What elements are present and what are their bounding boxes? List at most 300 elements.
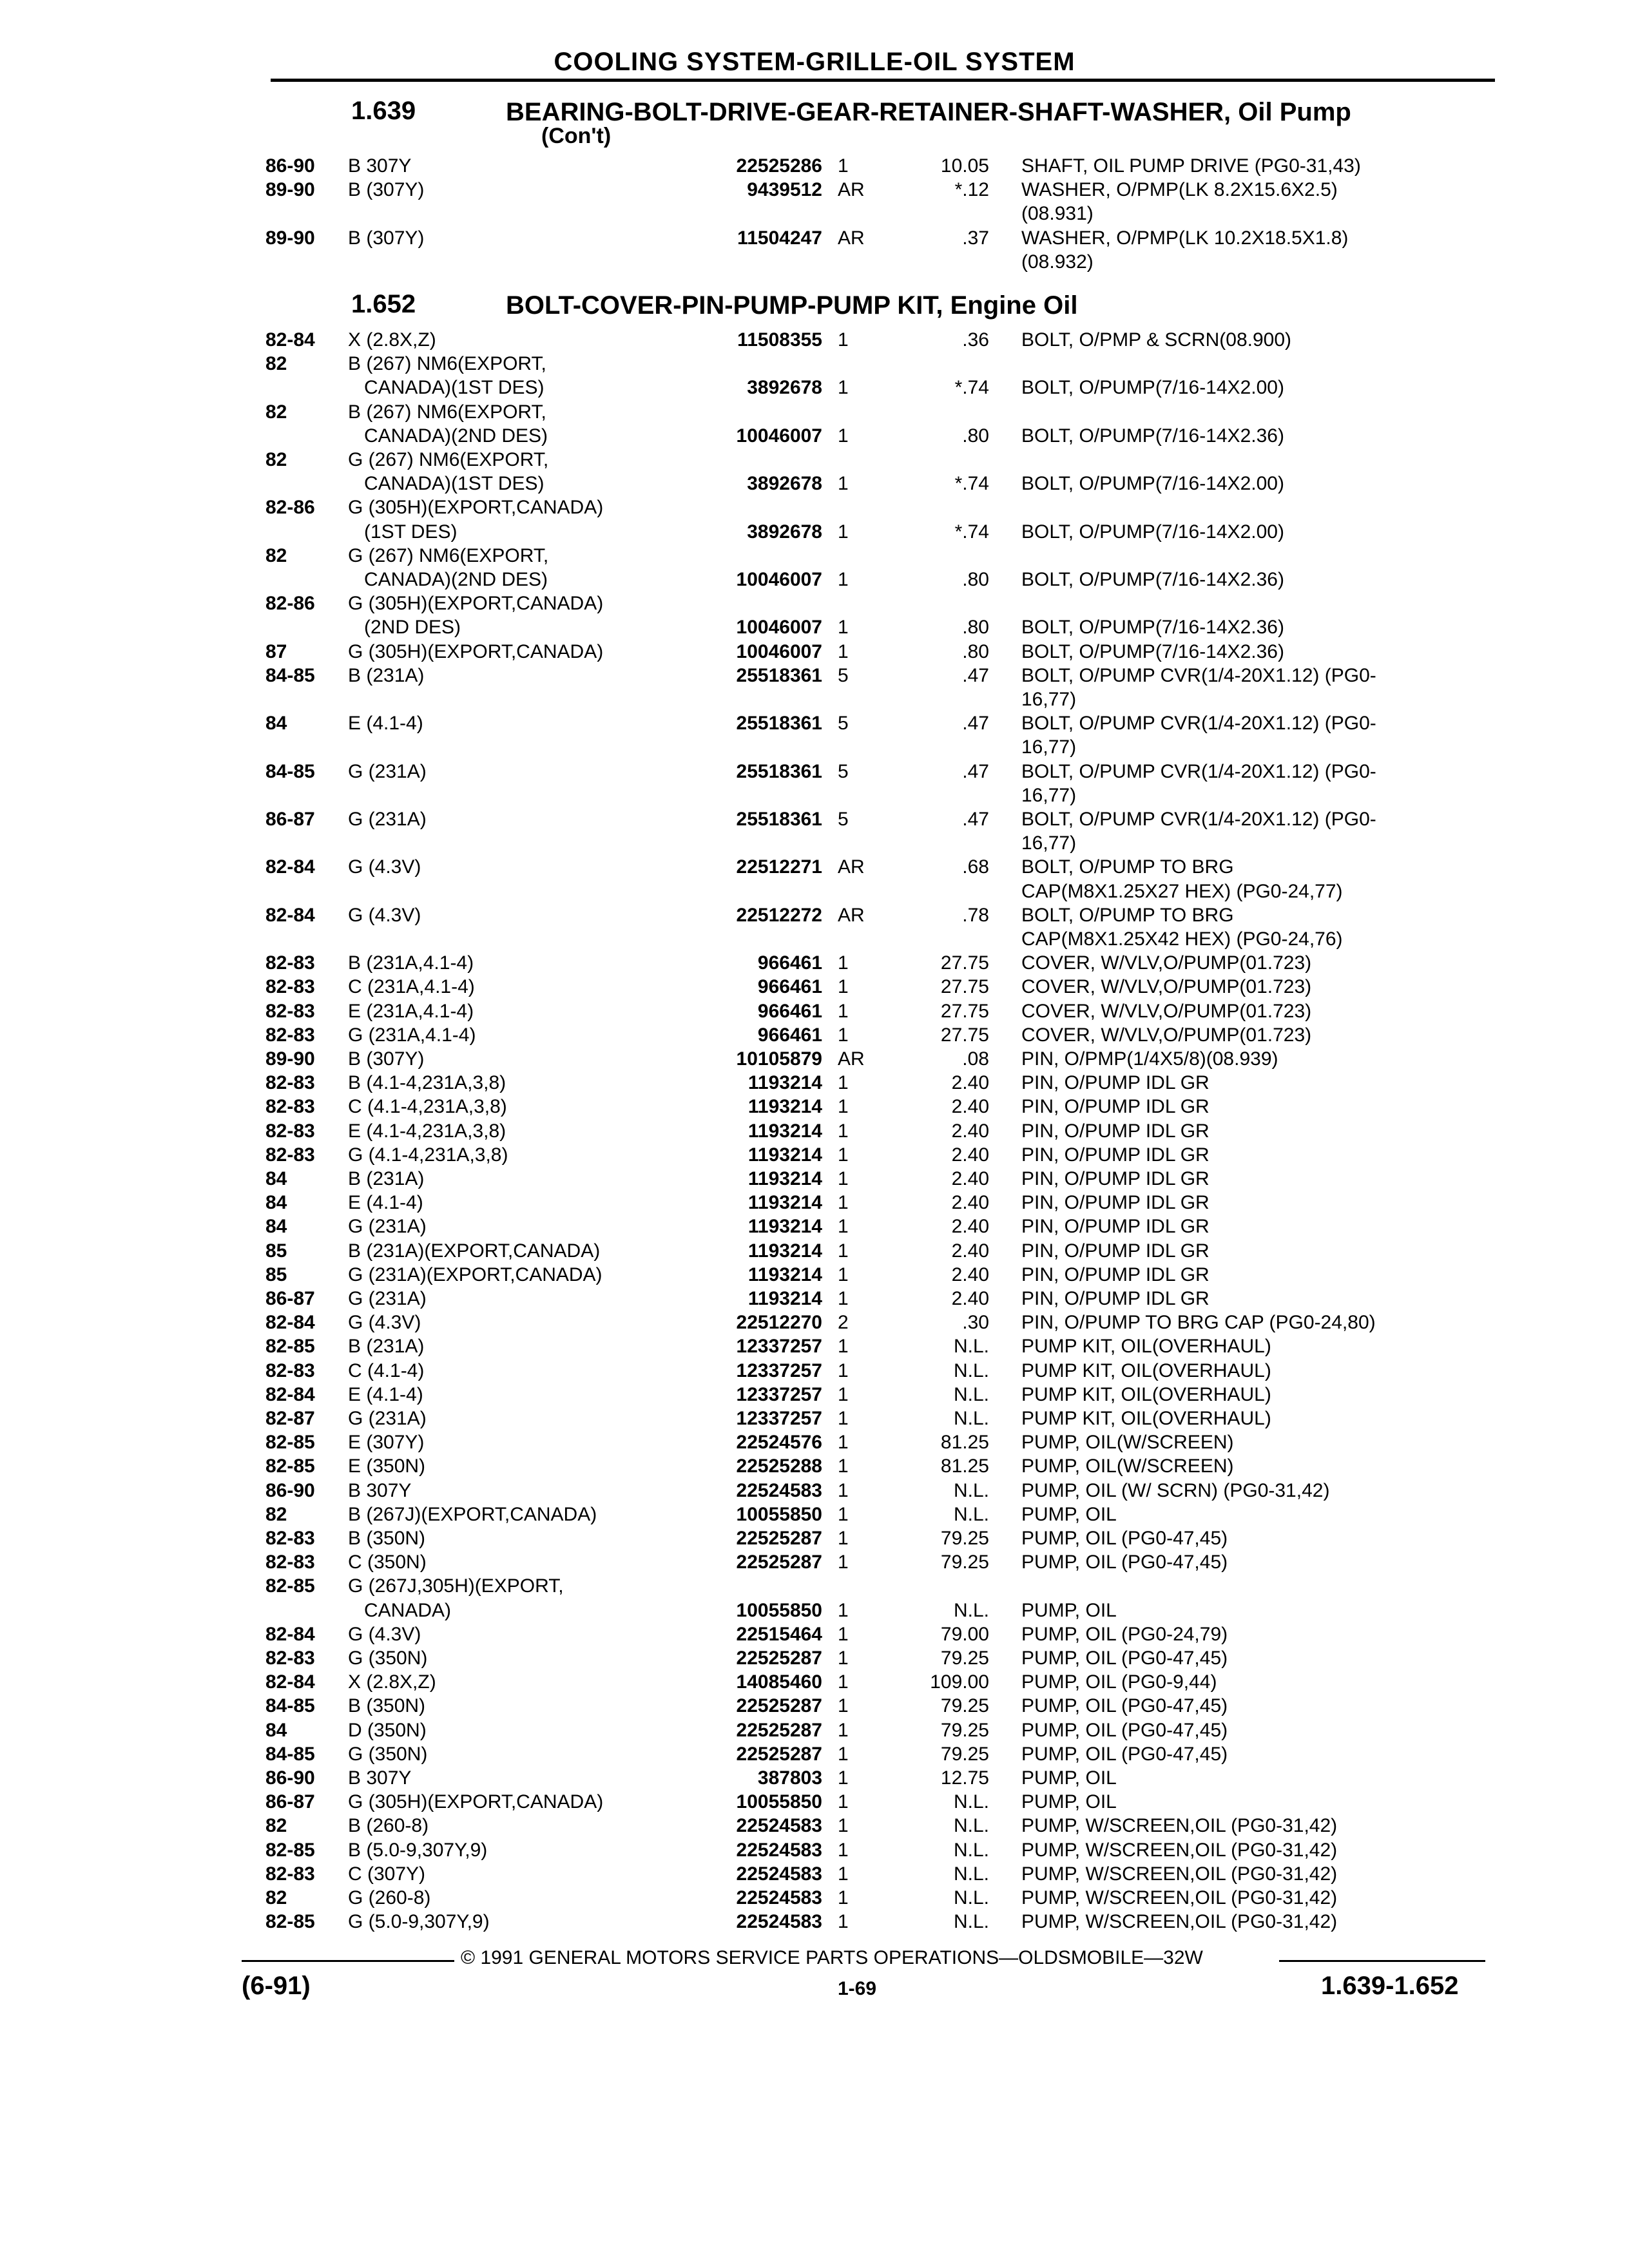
model-year: 86-90: [265, 1767, 315, 1789]
quantity: 1: [838, 1408, 849, 1429]
vehicle-description: B (231A): [348, 1336, 425, 1358]
part-number: 22524576: [736, 1432, 822, 1454]
quantity: 1: [838, 1360, 849, 1381]
part-name: BOLT, O/PUMP CVR(1/4-20X1.12) (PG0-: [1021, 713, 1376, 735]
part-name: PUMP, W/SCREEN,OIL (PG0-31,42): [1021, 1815, 1338, 1837]
model-year: 84: [265, 1719, 287, 1741]
quantity: 1: [838, 1743, 849, 1765]
part-name: PUMP, OIL: [1021, 1599, 1117, 1621]
part-number: 22525287: [736, 1528, 822, 1549]
part-number: 10046007: [736, 617, 822, 639]
quantity: 1: [838, 1839, 849, 1861]
part-name: PIN, O/PUMP IDL GR: [1021, 1168, 1210, 1189]
quantity: 1: [838, 1096, 849, 1118]
model-year: 82: [265, 1887, 287, 1908]
price: 2.40: [951, 1168, 989, 1189]
quantity: 1: [838, 1791, 849, 1813]
model-year: 84-85: [265, 760, 315, 782]
vehicle-description: E (350N): [348, 1456, 426, 1477]
price: 2.40: [951, 1096, 989, 1118]
part-name: PUMP, OIL: [1021, 1791, 1117, 1813]
model-year: 84-85: [265, 1743, 315, 1765]
header-rule: [271, 79, 1495, 82]
model-year: 82-85: [265, 1336, 315, 1358]
part-number: 3892678: [747, 521, 822, 543]
vehicle-description: B (231A,4.1-4): [348, 952, 474, 974]
vehicle-description: G (4.3V): [348, 856, 421, 878]
quantity: 1: [838, 1695, 849, 1717]
model-year: 82-84: [265, 904, 315, 926]
quantity: 1: [838, 1336, 849, 1358]
quantity: 5: [838, 664, 849, 686]
vehicle-description: B (307Y): [348, 227, 425, 249]
part-number: 1193214: [747, 1168, 822, 1189]
vehicle-description: C (307Y): [348, 1863, 426, 1885]
price: 79.25: [940, 1719, 989, 1741]
vehicle-description: B (231A): [348, 1168, 425, 1189]
price: N.L.: [953, 1887, 989, 1908]
model-year: 84: [265, 1168, 287, 1189]
price: .78: [962, 904, 989, 926]
part-name: PUMP, W/SCREEN,OIL (PG0-31,42): [1021, 1911, 1338, 1933]
price: 109.00: [930, 1671, 989, 1693]
vehicle-description: G (231A): [348, 1408, 427, 1429]
model-year: 84-85: [265, 664, 315, 686]
model-year: 82-83: [265, 1360, 315, 1381]
vehicle-description: G (231A,4.1-4): [348, 1024, 476, 1046]
quantity: 1: [838, 1719, 849, 1741]
vehicle-description: B (267) NM6(EXPORT,: [348, 353, 546, 375]
quantity: 1: [838, 1000, 849, 1022]
part-number: 1193214: [747, 1240, 822, 1262]
part-name: PUMP, OIL (PG0-47,45): [1021, 1528, 1228, 1549]
part-number: 10055850: [736, 1791, 822, 1813]
part-name: COVER, W/VLV,O/PUMP(01.723): [1021, 952, 1312, 974]
footer-rule-left: [242, 1960, 454, 1962]
vehicle-description: G (231A): [348, 1288, 427, 1309]
part-number: 966461: [757, 1000, 822, 1022]
price: 79.00: [940, 1623, 989, 1645]
vehicle-description: G (4.3V): [348, 1623, 421, 1645]
part-name: PUMP KIT, OIL(OVERHAUL): [1021, 1408, 1271, 1429]
quantity: 1: [838, 1072, 849, 1094]
part-name: BOLT, O/PUMP(7/16-14X2.36): [1021, 617, 1284, 639]
model-year: 84-85: [265, 1695, 315, 1717]
price: .80: [962, 425, 989, 447]
price: N.L.: [953, 1360, 989, 1381]
part-number: 10055850: [736, 1599, 822, 1621]
vehicle-description: G (267J,305H)(EXPORT,: [348, 1575, 564, 1597]
price: N.L.: [953, 1479, 989, 1501]
part-name: CAP(M8X1.25X27 HEX) (PG0-24,77): [1021, 880, 1343, 902]
section-number: 1.652: [351, 290, 416, 318]
part-number: 11504247: [737, 227, 822, 249]
price: 79.25: [940, 1552, 989, 1573]
quantity: 1: [838, 1599, 849, 1621]
part-number: 966461: [757, 952, 822, 974]
quantity: 1: [838, 1767, 849, 1789]
part-name: BOLT, O/PMP & SCRN(08.900): [1021, 329, 1292, 351]
part-name: BOLT, O/PUMP(7/16-14X2.00): [1021, 521, 1284, 543]
part-name: 16,77): [1021, 689, 1077, 710]
price: 81.25: [940, 1456, 989, 1477]
model-year: 89-90: [265, 1048, 315, 1070]
part-name: BOLT, O/PUMP(7/16-14X2.00): [1021, 377, 1284, 399]
part-name: SHAFT, OIL PUMP DRIVE (PG0-31,43): [1021, 155, 1361, 177]
part-number: 3892678: [747, 377, 822, 399]
model-year: 82-85: [265, 1839, 315, 1861]
part-number: 25518361: [736, 664, 822, 686]
vehicle-description: G (231A)(EXPORT,CANADA): [348, 1264, 602, 1285]
footer-copyright: © 1991 GENERAL MOTORS SERVICE PARTS OPERATIONS—OLDSMOBILE—32W: [461, 1947, 1203, 1968]
price: 81.25: [940, 1432, 989, 1454]
price: 27.75: [940, 1000, 989, 1022]
part-number: 22524583: [736, 1887, 822, 1908]
quantity: 1: [838, 1623, 849, 1645]
part-number: 22525287: [736, 1552, 822, 1573]
quantity: 1: [838, 425, 849, 447]
part-name: PIN, O/PUMP TO BRG CAP (PG0-24,80): [1021, 1312, 1376, 1334]
vehicle-description: G (4.1-4,231A,3,8): [348, 1144, 508, 1166]
part-number: 22525288: [736, 1456, 822, 1477]
price: 2.40: [951, 1216, 989, 1238]
vehicle-description: B 307Y: [348, 1479, 412, 1501]
price: *.74: [954, 521, 989, 543]
part-name: PIN, O/PUMP IDL GR: [1021, 1264, 1210, 1285]
part-name: PUMP, OIL (PG0-47,45): [1021, 1552, 1228, 1573]
model-year: 86-87: [265, 1791, 315, 1813]
quantity: 1: [838, 1863, 849, 1885]
quantity: 1: [838, 1120, 849, 1142]
price: 27.75: [940, 952, 989, 974]
vehicle-description: B (231A): [348, 664, 425, 686]
part-name: COVER, W/VLV,O/PUMP(01.723): [1021, 1024, 1312, 1046]
quantity: 1: [838, 640, 849, 662]
price: .47: [962, 809, 989, 830]
vehicle-description: G (350N): [348, 1648, 428, 1669]
vehicle-description: B (267J)(EXPORT,CANADA): [348, 1503, 597, 1525]
part-name: PIN, O/PUMP IDL GR: [1021, 1096, 1210, 1118]
part-number: 1193214: [747, 1192, 822, 1214]
quantity: 1: [838, 1456, 849, 1477]
part-name: BOLT, O/PUMP TO BRG: [1021, 856, 1234, 878]
part-name: WASHER, O/PMP(LK 10.2X18.5X1.8): [1021, 227, 1349, 249]
quantity: AR: [838, 227, 865, 249]
price: *.74: [954, 473, 989, 495]
model-year: 82-83: [265, 1072, 315, 1094]
quantity: 1: [838, 1552, 849, 1573]
price: N.L.: [953, 1336, 989, 1358]
vehicle-description: X (2.8X,Z): [348, 1671, 436, 1693]
part-name: BOLT, O/PUMP CVR(1/4-20X1.12) (PG0-: [1021, 760, 1376, 782]
price: 79.25: [940, 1743, 989, 1765]
part-number: 25518361: [736, 809, 822, 830]
quantity: 1: [838, 617, 849, 639]
quantity: 1: [838, 976, 849, 998]
part-name: PIN, O/PUMP IDL GR: [1021, 1072, 1210, 1094]
model-year: 82: [265, 1815, 287, 1837]
part-name: 16,77): [1021, 832, 1077, 854]
price: .08: [962, 1048, 989, 1070]
quantity: 1: [838, 1264, 849, 1285]
model-year: 82-83: [265, 1096, 315, 1118]
quantity: 1: [838, 1887, 849, 1908]
part-number: 12337257: [736, 1336, 822, 1358]
price: N.L.: [953, 1839, 989, 1861]
vehicle-description: G (4.3V): [348, 1312, 421, 1334]
price: N.L.: [953, 1503, 989, 1525]
vehicle-description: E (231A,4.1-4): [348, 1000, 474, 1022]
model-year: 82-84: [265, 1623, 315, 1645]
model-year: 82-83: [265, 1120, 315, 1142]
price: 2.40: [951, 1240, 989, 1262]
part-name: BOLT, O/PUMP CVR(1/4-20X1.12) (PG0-: [1021, 809, 1376, 830]
price: .68: [962, 856, 989, 878]
quantity: 1: [838, 1168, 849, 1189]
quantity: 1: [838, 1192, 849, 1214]
price: *.12: [954, 179, 989, 201]
part-name: PUMP, OIL (PG0-47,45): [1021, 1719, 1228, 1741]
part-number: 1193214: [747, 1144, 822, 1166]
part-name: PUMP, W/SCREEN,OIL (PG0-31,42): [1021, 1839, 1338, 1861]
model-year: 82-83: [265, 1024, 315, 1046]
part-number: 10046007: [736, 640, 822, 662]
price: .47: [962, 713, 989, 735]
vehicle-description: X (2.8X,Z): [348, 329, 436, 351]
part-number: 12337257: [736, 1408, 822, 1429]
vehicle-description: C (231A,4.1-4): [348, 976, 475, 998]
quantity: AR: [838, 1048, 865, 1070]
vehicle-description: C (4.1-4): [348, 1360, 425, 1381]
model-year: 82-83: [265, 1144, 315, 1166]
vehicle-description: B (231A)(EXPORT,CANADA): [348, 1240, 601, 1262]
model-year: 82-83: [265, 1528, 315, 1549]
model-year: 89-90: [265, 227, 315, 249]
part-name: PUMP, OIL: [1021, 1767, 1117, 1789]
part-number: 1193214: [747, 1096, 822, 1118]
quantity: 1: [838, 377, 849, 399]
section-number: 1.639: [351, 97, 416, 125]
part-name: BOLT, O/PUMP(7/16-14X2.36): [1021, 569, 1284, 590]
price: .80: [962, 569, 989, 590]
part-name: PIN, O/PMP(1/4X5/8)(08.939): [1021, 1048, 1278, 1070]
part-name: (08.931): [1021, 203, 1094, 225]
model-year: 82: [265, 353, 287, 375]
price: 27.75: [940, 1024, 989, 1046]
part-number: 966461: [757, 1024, 822, 1046]
part-name: PIN, O/PUMP IDL GR: [1021, 1216, 1210, 1238]
price: N.L.: [953, 1815, 989, 1837]
quantity: AR: [838, 904, 865, 926]
part-number: 10055850: [736, 1503, 822, 1525]
model-year: 84: [265, 1192, 287, 1214]
part-name: BOLT, O/PUMP(7/16-14X2.36): [1021, 640, 1284, 662]
price: .37: [962, 227, 989, 249]
part-number: 10046007: [736, 569, 822, 590]
footer-date-code: (6-91): [242, 1972, 311, 2000]
vehicle-description: E (4.1-4,231A,3,8): [348, 1120, 506, 1142]
quantity: 5: [838, 809, 849, 830]
part-number: 25518361: [736, 760, 822, 782]
price: N.L.: [953, 1599, 989, 1621]
price: N.L.: [953, 1383, 989, 1405]
vehicle-description: B (5.0-9,307Y,9): [348, 1839, 488, 1861]
part-number: 22524583: [736, 1863, 822, 1885]
vehicle-description: G (267) NM6(EXPORT,: [348, 544, 549, 566]
model-year: 87: [265, 640, 287, 662]
vehicle-description: (1ST DES): [348, 521, 458, 543]
vehicle-description: B (267) NM6(EXPORT,: [348, 401, 546, 423]
part-name: PUMP, OIL: [1021, 1503, 1117, 1525]
part-name: BOLT, O/PUMP CVR(1/4-20X1.12) (PG0-: [1021, 664, 1376, 686]
quantity: 1: [838, 1503, 849, 1525]
model-year: 82: [265, 449, 287, 470]
part-number: 1193214: [747, 1288, 822, 1309]
part-number: 22512272: [736, 904, 822, 926]
part-name: PIN, O/PUMP IDL GR: [1021, 1192, 1210, 1214]
part-name: CAP(M8X1.25X42 HEX) (PG0-24,76): [1021, 928, 1343, 950]
part-name: PUMP, OIL (PG0-47,45): [1021, 1695, 1228, 1717]
price: N.L.: [953, 1863, 989, 1885]
vehicle-description: E (4.1-4): [348, 1383, 423, 1405]
part-name: PUMP, OIL(W/SCREEN): [1021, 1432, 1234, 1454]
part-number: 22525287: [736, 1719, 822, 1741]
model-year: 82: [265, 544, 287, 566]
part-number: 1193214: [747, 1264, 822, 1285]
part-name: COVER, W/VLV,O/PUMP(01.723): [1021, 976, 1312, 998]
price: 2.40: [951, 1120, 989, 1142]
section-title: BEARING-BOLT-DRIVE-GEAR-RETAINER-SHAFT-WASHER, Oil Pump: [506, 98, 1351, 126]
part-name: WASHER, O/PMP(LK 8.2X15.6X2.5): [1021, 179, 1338, 201]
quantity: 1: [838, 1216, 849, 1238]
vehicle-description: CANADA)(2ND DES): [348, 425, 548, 447]
model-year: 86-90: [265, 1479, 315, 1501]
price: N.L.: [953, 1791, 989, 1813]
part-name: PUMP, OIL (PG0-9,44): [1021, 1671, 1217, 1693]
quantity: 1: [838, 1383, 849, 1405]
section-subtitle: (Con't): [541, 124, 612, 148]
part-name: PUMP, W/SCREEN,OIL (PG0-31,42): [1021, 1863, 1338, 1885]
quantity: 1: [838, 1432, 849, 1454]
part-number: 9439512: [747, 179, 822, 201]
price: 2.40: [951, 1144, 989, 1166]
quantity: 1: [838, 1911, 849, 1933]
model-year: 82-84: [265, 1671, 315, 1693]
vehicle-description: C (350N): [348, 1552, 427, 1573]
part-number: 22525287: [736, 1648, 822, 1669]
vehicle-description: B (350N): [348, 1528, 426, 1549]
price: 2.40: [951, 1072, 989, 1094]
price: .47: [962, 760, 989, 782]
model-year: 86-90: [265, 155, 315, 177]
quantity: 1: [838, 473, 849, 495]
price: 2.40: [951, 1288, 989, 1309]
model-year: 84: [265, 713, 287, 735]
part-number: 25518361: [736, 713, 822, 735]
quantity: 1: [838, 1479, 849, 1501]
model-year: 82-85: [265, 1432, 315, 1454]
part-number: 3892678: [747, 473, 822, 495]
quantity: 1: [838, 952, 849, 974]
model-year: 86-87: [265, 1288, 315, 1309]
vehicle-description: E (4.1-4): [348, 713, 423, 735]
part-name: BOLT, O/PUMP TO BRG: [1021, 904, 1234, 926]
part-number: 10105879: [736, 1048, 822, 1070]
part-number: 22524583: [736, 1479, 822, 1501]
part-number: 22524583: [736, 1839, 822, 1861]
part-number: 966461: [757, 976, 822, 998]
vehicle-description: G (260-8): [348, 1887, 431, 1908]
part-name: BOLT, O/PUMP(7/16-14X2.00): [1021, 473, 1284, 495]
part-name: PUMP KIT, OIL(OVERHAUL): [1021, 1336, 1271, 1358]
model-year: 82-85: [265, 1911, 315, 1933]
price: 79.25: [940, 1528, 989, 1549]
section-title: BOLT-COVER-PIN-PUMP-PUMP KIT, Engine Oil: [506, 291, 1078, 320]
quantity: 1: [838, 1144, 849, 1166]
price: .80: [962, 617, 989, 639]
part-name: PUMP, OIL (PG0-47,45): [1021, 1648, 1228, 1669]
model-year: 85: [265, 1240, 287, 1262]
model-year: 82-87: [265, 1408, 315, 1429]
part-name: (08.932): [1021, 251, 1094, 273]
price: *.74: [954, 377, 989, 399]
quantity: 1: [838, 1648, 849, 1669]
part-name: COVER, W/VLV,O/PUMP(01.723): [1021, 1000, 1312, 1022]
model-year: 82: [265, 401, 287, 423]
part-name: PUMP, W/SCREEN,OIL (PG0-31,42): [1021, 1887, 1338, 1908]
part-name: PUMP, OIL (W/ SCRN) (PG0-31,42): [1021, 1479, 1330, 1501]
price: 12.75: [940, 1767, 989, 1789]
quantity: 5: [838, 760, 849, 782]
footer-page-number: 1-69: [838, 1978, 877, 1999]
vehicle-description: G (305H)(EXPORT,CANADA): [348, 593, 604, 615]
vehicle-description: G (231A): [348, 1216, 427, 1238]
part-number: 22512270: [736, 1312, 822, 1334]
model-year: 82-86: [265, 497, 315, 519]
part-number: 387803: [757, 1767, 822, 1789]
part-name: PUMP, OIL (PG0-24,79): [1021, 1623, 1228, 1645]
vehicle-description: G (305H)(EXPORT,CANADA): [348, 1791, 604, 1813]
quantity: 1: [838, 155, 849, 177]
quantity: 1: [838, 1240, 849, 1262]
model-year: 85: [265, 1264, 287, 1285]
part-name: PUMP, OIL(W/SCREEN): [1021, 1456, 1234, 1477]
price: .30: [962, 1312, 989, 1334]
quantity: 1: [838, 1288, 849, 1309]
quantity: AR: [838, 856, 865, 878]
vehicle-description: CANADA)(2ND DES): [348, 569, 548, 590]
model-year: 82-83: [265, 1648, 315, 1669]
vehicle-description: B (307Y): [348, 1048, 425, 1070]
model-year: 84: [265, 1216, 287, 1238]
vehicle-description: B 307Y: [348, 1767, 412, 1789]
quantity: 1: [838, 1024, 849, 1046]
part-number: 1193214: [747, 1120, 822, 1142]
price: 2.40: [951, 1264, 989, 1285]
part-number: 22515464: [736, 1623, 822, 1645]
part-name: PIN, O/PUMP IDL GR: [1021, 1240, 1210, 1262]
part-number: 12337257: [736, 1360, 822, 1381]
model-year: 82-83: [265, 952, 315, 974]
page-header-title: COOLING SYSTEM-GRILLE-OIL SYSTEM: [554, 48, 1075, 76]
part-number: 11508355: [737, 329, 822, 351]
vehicle-description: CANADA)(1ST DES): [348, 473, 545, 495]
quantity: 1: [838, 329, 849, 351]
vehicle-description: B (4.1-4,231A,3,8): [348, 1072, 506, 1094]
vehicle-description: E (307Y): [348, 1432, 425, 1454]
vehicle-description: G (231A): [348, 809, 427, 830]
quantity: 1: [838, 1671, 849, 1693]
